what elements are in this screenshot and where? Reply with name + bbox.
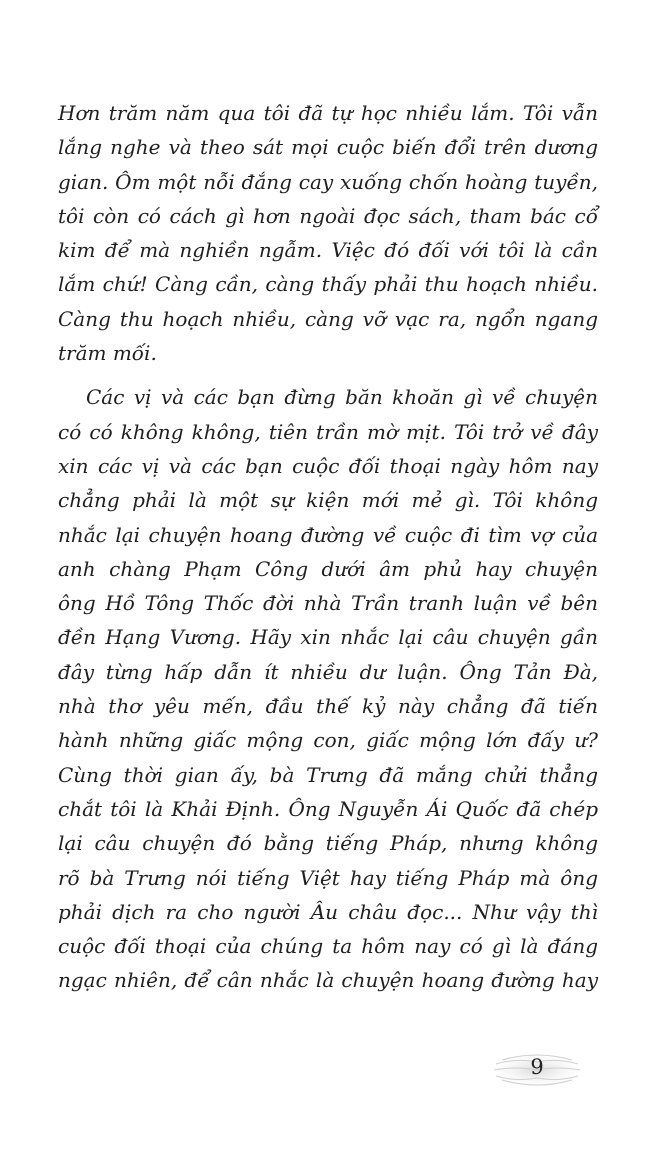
- text-line: lắng nghe và theo sát mọi cuộc biến đổi trên dương: [58, 135, 598, 160]
- text-line: ngạc nhiên, để cân nhắc là chuyện hoang đường hay: [58, 968, 598, 993]
- text-line: cuộc đối thoại của chúng ta hôm nay có gì là đáng: [58, 934, 598, 959]
- text-line: nhắc lại chuyện hoang đường về cuộc đi tìm vợ của: [58, 522, 598, 547]
- text-line: phải dịch ra cho người Âu châu đọc... Như vậy thì: [58, 899, 598, 924]
- page-number: 9: [530, 1055, 544, 1079]
- text-line: xin các vị và các bạn cuộc đối thoại ngày hôm nay: [58, 453, 598, 478]
- text-line: Cùng thời gian ấy, bà Trưng đã mắng chửi thẳng: [58, 762, 598, 787]
- text-line: anh chàng Phạm Công dưới âm phủ hay chuyện: [58, 556, 598, 581]
- text-line: Càng thu hoạch nhiều, càng vỡ vạc ra, ngổn ngang: [58, 306, 598, 331]
- text-line: chẳng phải là một sự kiện mới mẻ gì. Tôi không: [58, 488, 598, 513]
- text-line: trăm mối.: [58, 341, 157, 366]
- text-line: đền Hạng Vương. Hãy xin nhắc lại câu chuyện gần: [58, 625, 598, 650]
- page-body: [58, 96, 598, 998]
- text-line: đây từng hấp dẫn ít nhiều dư luận. Ông Tản Đà,: [58, 659, 598, 684]
- text-line: ông Hồ Tông Thốc đời nhà Trần tranh luận về bên: [58, 591, 598, 616]
- paragraph-spacer: [58, 370, 598, 380]
- text-line: kim để mà nghiền ngẫm. Việc đó đối với tôi là cần: [58, 238, 598, 263]
- page-number-ornament: [492, 1052, 582, 1088]
- paragraph-2: [58, 380, 598, 997]
- text-line: nhà thơ yêu mến, đầu thế kỷ này chẳng đã tiến: [58, 694, 598, 719]
- text-line: Hơn trăm năm qua tôi đã tự học nhiều lắm. Tôi vẫn: [58, 101, 598, 125]
- text-line: có có không không, tiên trần mờ mịt. Tôi trở về đây: [58, 419, 598, 444]
- text-line: chắt tôi là Khải Định. Ông Nguyễn Ái Quốc đã chép: [58, 796, 598, 821]
- text-line: hành những giấc mộng con, giấc mộng lớn đấy ư?: [58, 728, 598, 753]
- text-line: tôi còn có cách gì hơn ngoài đọc sách, tham bác cổ: [58, 203, 598, 228]
- text-line: rõ bà Trưng nói tiếng Việt hay tiếng Pháp mà ông: [58, 865, 598, 890]
- text-line: lắm chứ! Càng cần, càng thấy phải thu hoạch nhiều.: [58, 272, 598, 297]
- text-line: gian. Ôm một nỗi đắng cay xuống chốn hoàng tuyền,: [58, 169, 598, 194]
- paragraph-1: [58, 96, 598, 370]
- text-line: lại câu chuyện đó bằng tiếng Pháp, nhưng không: [58, 831, 598, 856]
- text-line: Các vị và các bạn đừng băn khoăn gì về chuyện: [86, 385, 598, 410]
